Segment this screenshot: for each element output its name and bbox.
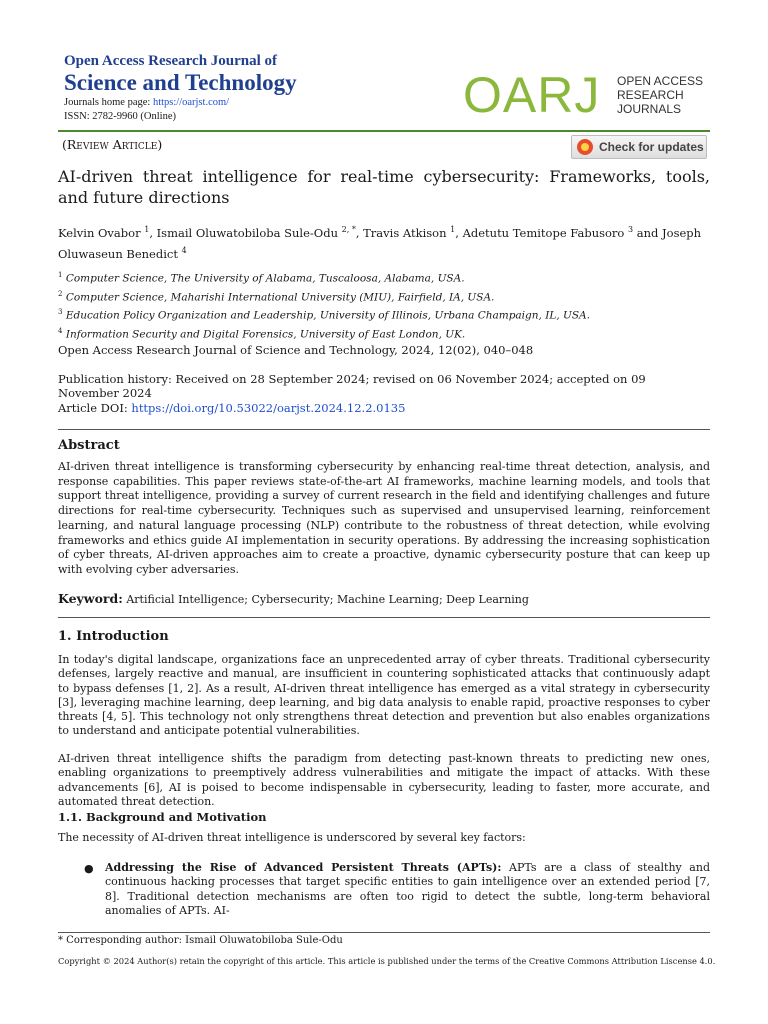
author-separator: , [455,225,463,240]
abstract-text: AI-driven threat intelligence is transforming cybersecurity by enhancing real-time threat detection, analysis, and response capabilities. This paper reviews state-of-the-art AI frameworks, machine learning models, and tools that support threat intelligence, providing a survey of current research in the field and identifying challenges and future directions for real-time cybersecurity. Techniques such as supervised and unsupervised learning, reinforcement learning, and natural language processing (NLP) contribute to the robustness of threat detection, while evolving frameworks and ethics guide AI implementation in security operations. By addressing the increasing sophistication of cyber threats, AI-driven approaches aim to create a proactive, dynamic cybersecurity posture that can keep up with evolving cyber adversaries. [58,460,710,576]
logo-text-line: JOURNALS [617,102,682,116]
check-for-updates-button[interactable] [571,135,707,159]
author-name[interactable]: Travis Atkison [363,225,447,240]
author-affiliation-ref: 3 [628,225,634,234]
affiliation-item [58,324,710,343]
check-for-updates-label: Check for updates [599,140,704,154]
author-name[interactable]: Adetutu Temitope Fabusoro [462,225,625,240]
affiliation-text: Information Security and Digital Forensics, University of East London, UK. [65,328,466,340]
author-separator: , [355,225,364,240]
section-heading-introduction: 1. Introduction [58,629,169,644]
affiliation-number: 2 [58,289,63,298]
journal-name-line1: Open Access Research Journal of [64,53,278,69]
paragraph: In today's digital landscape, organizations face an unprecedented array of cyber threats. Traditional cybersecurity defenses, largely reactive and manual, are insufficient in countering sophisticated attacks that continuously adapt to bypass defenses [1, 2]. As a result, AI-driven threat intelligence has emerged as a vital strategy in cybersecurity [3], leveraging machine learning, deep learning, and big data analysis to enable rapid, proactive responses to cyber threats [4, 5]. This technology not only strengthens threat detection and prevention but also enables organizations to understand and anticipate potential vulnerabilities. [58,653,710,738]
crossmark-icon [577,139,593,155]
affiliation-text: Education Policy Organization and Leadership, University of Illinois, Urbana Champaign, IL, USA. [65,309,590,322]
copyright-notice: Copyright © 2024 Author(s) retain the copyright of this article. This article is published under the terms of the Creative Commons Attribution Liscense 4.0. [58,956,716,966]
bullet-item [105,861,710,918]
affiliation-number: 3 [58,308,63,316]
keyword-list: Artificial Intelligence; Cybersecurity; Machine Learning; Deep Learning [122,593,529,606]
logo-text-line: RESEARCH [617,88,684,102]
abstract-heading: Abstract [58,438,120,453]
paragraph: AI-driven threat intelligence shifts the paradigm from detecting past-known threats to predicting new ones, enabling organizations to preemptively address vulnerabilities and mitigate the impact of attacks. With these advancements [6], AI is poised to become indispensable in cybersecurity, leading to faster, more accurate, and automated threat detection. [58,752,710,808]
author-separator: , [149,225,157,240]
logo-mark: OARJ [463,67,601,123]
subsection-heading: 1.1. Background and Motivation [58,810,267,824]
keyword-label: Keyword: [58,591,123,606]
author-name[interactable]: Kelvin Ovabor [58,225,141,240]
journal-name-line2: Science and Technology [64,70,297,95]
abstract-top-divider [58,429,710,430]
author-affiliation-ref: 2, * [341,225,356,234]
bullet-icon: ● [84,862,94,875]
affiliation-item [58,268,710,287]
footnote-divider [58,932,710,933]
affiliation-number: 4 [58,326,63,335]
affiliation-text: Computer Science, The University of Alabama, Tuscaloosa, Alabama, USA. [65,272,465,285]
keywords [58,591,529,606]
logo-text [617,74,737,116]
corresponding-author-footnote: * Corresponding author: Ismail Oluwatobiloba Sule-Odu [58,935,343,946]
article-title: AI-driven threat intelligence for real-time cybersecurity: Frameworks, tools, and future directions [58,167,710,207]
doi-link[interactable]: https://doi.org/10.53022/oarjst.2024.12.2.0135 [131,401,406,415]
issn: ISSN: 2782-9960 (Online) [64,111,176,122]
author-name[interactable]: Joseph Oluwaseun Benedict [58,225,702,261]
affiliation-item [58,305,710,324]
homepage-label: Journals home page: [64,97,153,108]
doi-label: Article DOI: [58,401,132,415]
citation-line: Open Access Research Journal of Science and Technology, 2024, 12(02), 040–048 [58,343,534,357]
author-name[interactable]: Ismail Oluwatobiloba Sule-Odu [156,225,338,240]
bullet-title: Addressing the Rise of Advanced Persistent Threats (APTs): [105,861,502,874]
author-separator: and [633,225,663,240]
affiliation-text: Computer Science, Maharishi International University (MIU), Fairfield, IA, USA. [65,291,495,303]
header-divider [58,130,710,132]
author-affiliation-ref: 1 [144,225,150,234]
affiliation-number: 1 [58,271,63,279]
logo-text-line: OPEN ACCESS [617,74,704,88]
author-list [58,221,710,263]
paragraph: The necessity of AI-driven threat intelligence is underscored by several key factors: [58,831,526,844]
bullet-text: APTs are a class of stealthy and continuous hacking processes that target specific entities to gain intelligence over an extended period [7, 8]. Traditional detection mechanisms are often too rigid to detect the subtle, long-term behavioral anomalies of APTs. AI- [105,861,710,917]
homepage-link[interactable]: https://oarjst.com/ [152,97,230,108]
affiliation-item [58,287,710,306]
journal-homepage [64,97,229,108]
author-affiliation-ref: 4 [181,245,187,255]
abstract-bottom-divider [58,617,710,618]
affiliation-list [58,268,710,342]
publication-history: Publication history: Received on 28 September 2024; revised on 06 November 2024; accepted on 09 November 2024 [58,372,646,400]
article-doi [58,401,405,415]
author-affiliation-ref: 1 [450,225,456,234]
article-type: (Review Article) [62,137,163,152]
